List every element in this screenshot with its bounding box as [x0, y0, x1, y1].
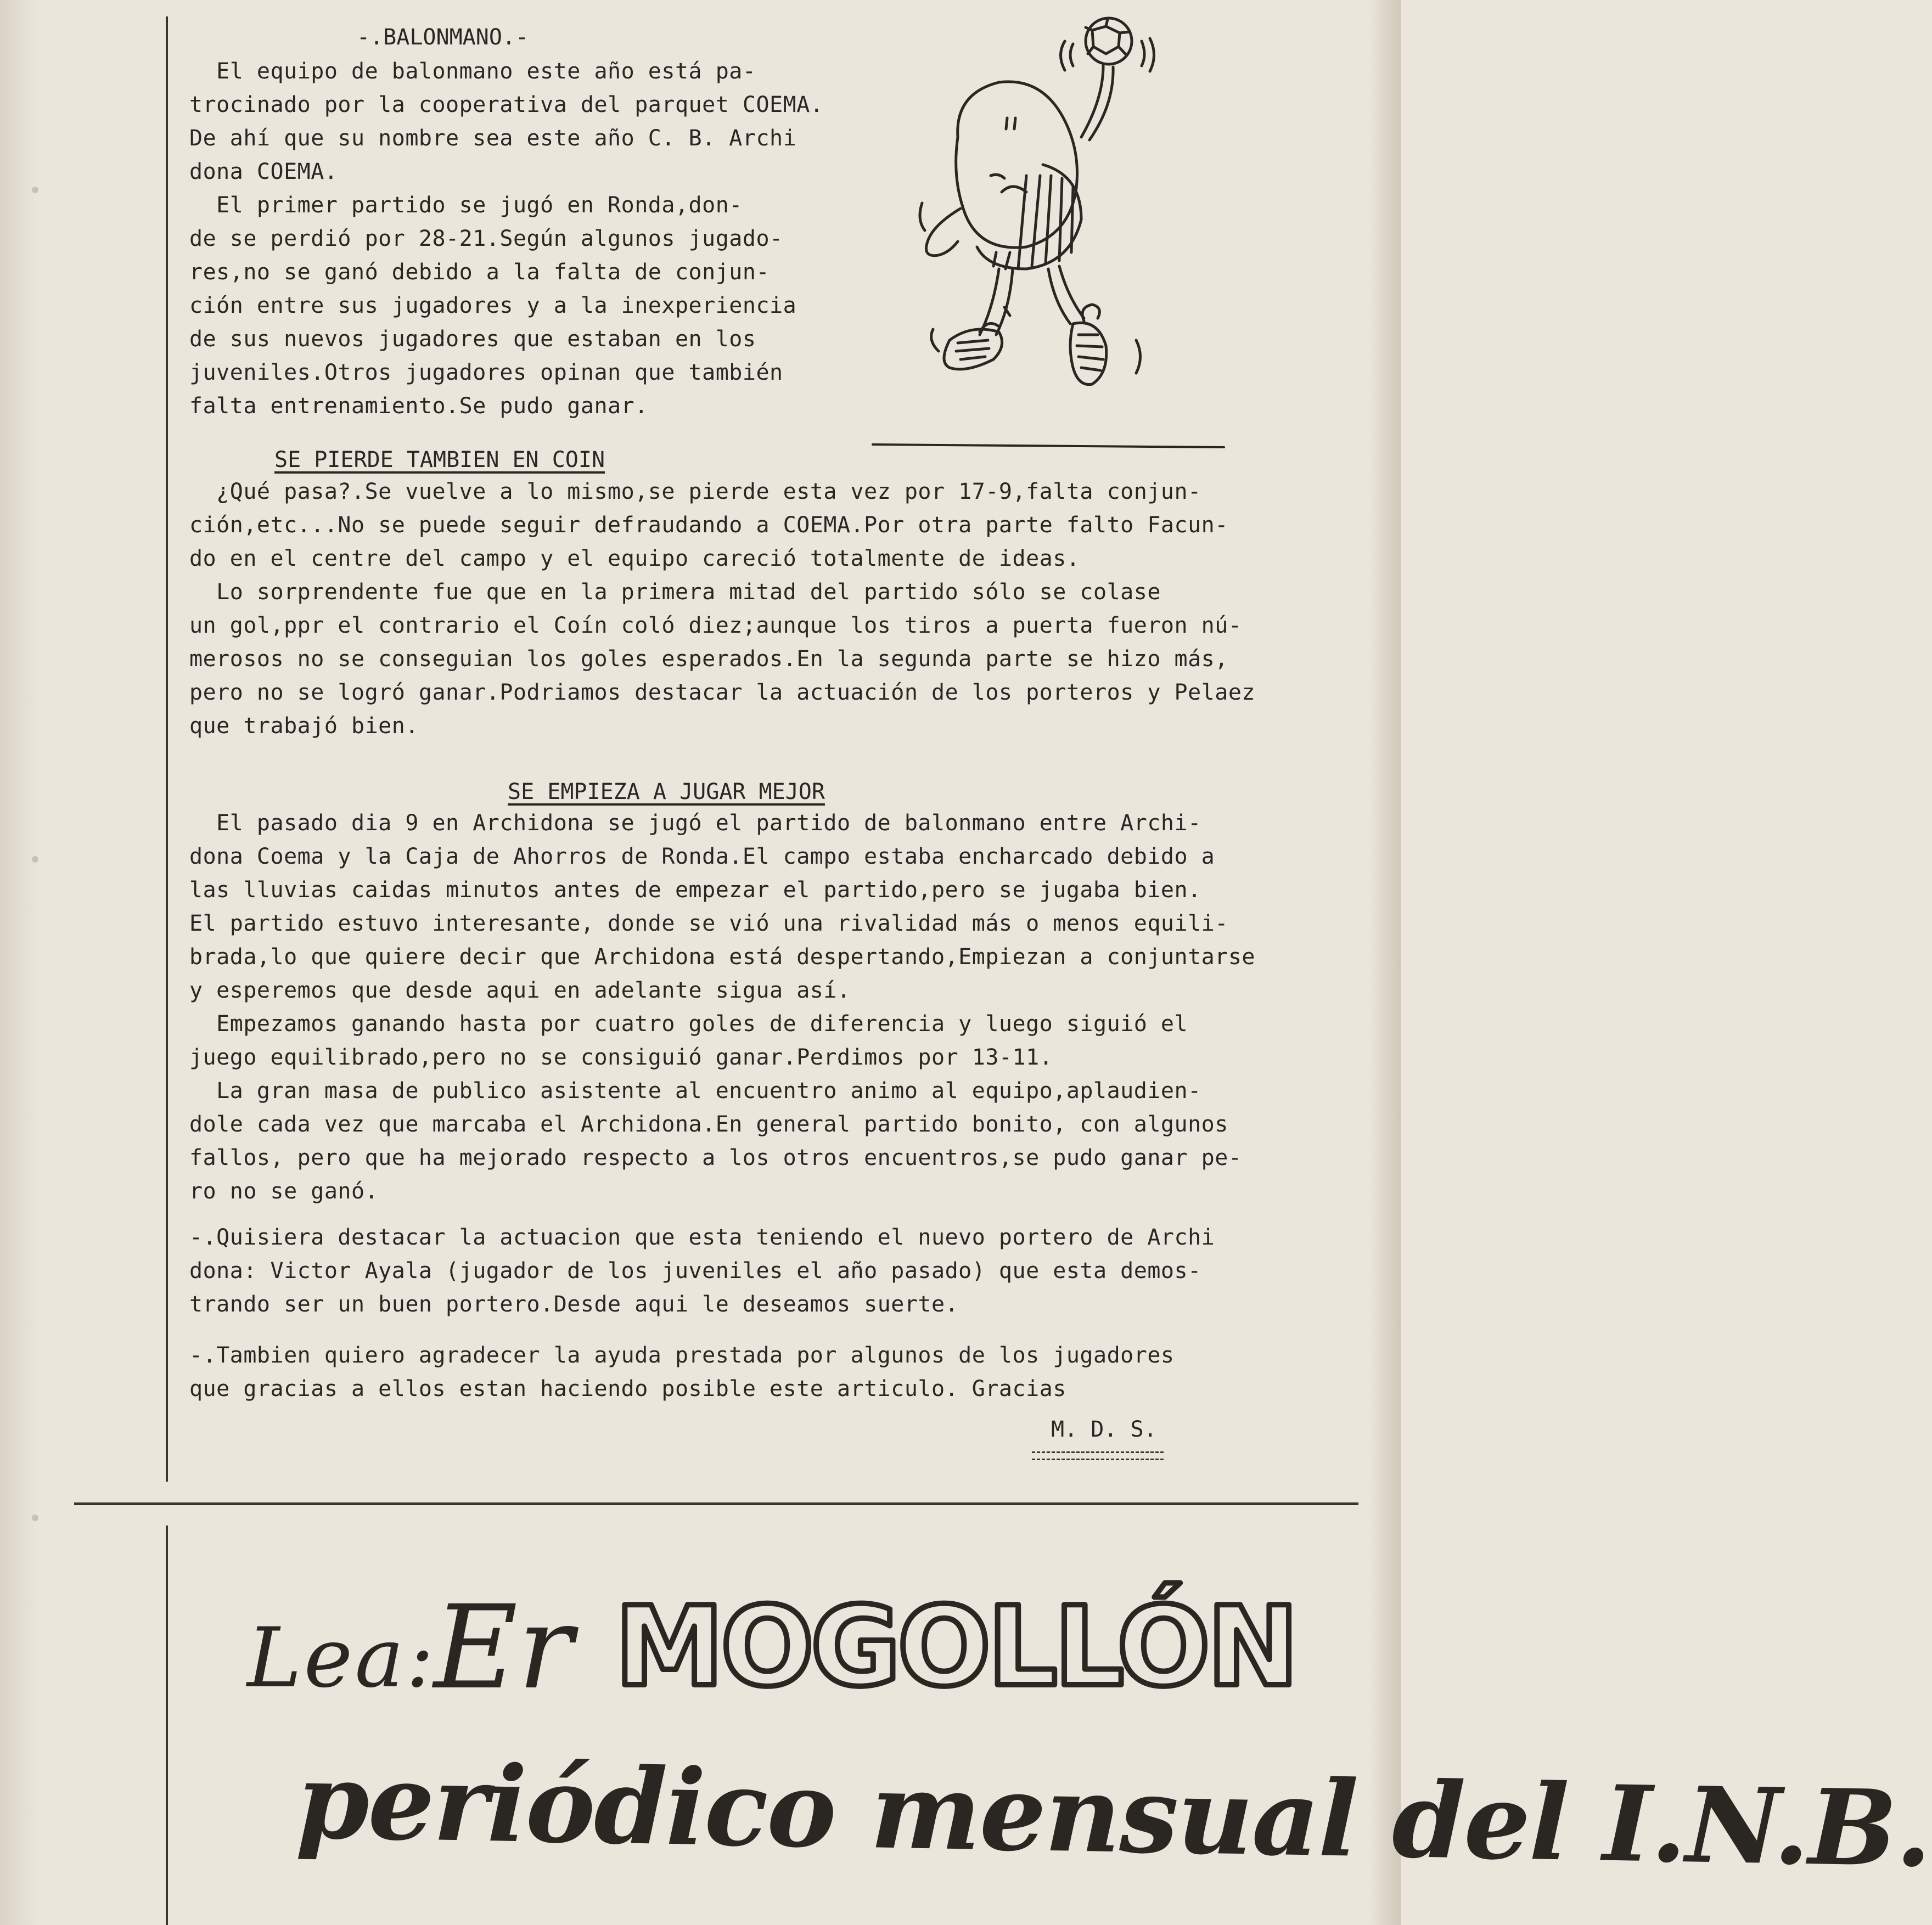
text-line: dona Coema y la Caja de Ahorros de Ronda.El campo estaba encharcado debido a — [189, 844, 1215, 869]
text-line: res,no se ganó debido a la falta de conjun- — [189, 260, 770, 285]
advert-lea: Lea: — [247, 1611, 436, 1706]
text-line: de se perdió por 28-21.Según algunos jugado- — [189, 226, 783, 251]
text-line: El equipo de balonmano este año está pa- — [189, 59, 756, 84]
text-line: ción,etc...No se puede seguir defraudando a COEMA.Por otra parte falto Facun- — [189, 513, 1228, 538]
text-line: juego equilibrado,pero no se consiguió ganar.Perdimos por 13-11. — [189, 1045, 1053, 1070]
text-line: brada,lo que quiere decir que Archidona está despertando,Empiezan a conjuntarse — [189, 944, 1255, 970]
signature-underline — [1032, 1451, 1164, 1460]
page-right-edge — [1368, 0, 1401, 1925]
text-line: De ahí que su nombre sea este año C. B. Archi — [189, 126, 797, 151]
binder-hole — [32, 856, 38, 863]
text-line: las lluvias caidas minutos antes de empezar el partido,pero se jugaba bien. — [189, 877, 1201, 903]
text-line: dona: Victor Ayala (jugador de los juveniles el año pasado) que esta demos- — [189, 1258, 1201, 1284]
advert-tagline: periódico mensual del I.N.B. — [295, 1740, 1932, 1890]
author-signature: M. D. S. — [1051, 1417, 1157, 1442]
text-line: trando ser un buen portero.Desde aqui le deseamos suerte. — [189, 1292, 959, 1317]
text-line: que trabajó bien. — [189, 713, 419, 739]
text-line: -.Tambien quiero agradecer la ayuda prestada por algunos de los jugadores — [189, 1343, 1175, 1368]
article-title: -.BALONMANO.- — [357, 25, 529, 50]
text-line: -.Quisiera destacar la actuacion que esta teniendo el nuevo portero de Archi — [189, 1225, 1215, 1250]
text-line: juveniles.Otros jugadores opinan que también — [189, 360, 783, 385]
text-line: ¿Qué pasa?.Se vuelve a lo mismo,se pierde esta vez por 17-9,falta conjun- — [189, 479, 1201, 504]
text-line: de sus nuevos jugadores que estaban en los — [189, 327, 756, 352]
binder-hole — [32, 1515, 38, 1521]
margin-rule — [166, 16, 168, 1482]
section-heading-coin: SE PIERDE TAMBIEN EN COIN — [274, 447, 605, 472]
advert-er: Er — [434, 1580, 573, 1715]
text-line: un gol,ppr el contrario el Coín coló diez;aunque los tiros a puerta fueron nú- — [189, 613, 1242, 638]
text-line: La gran masa de publico asistente al encuentro animo al equipo,aplaudien- — [189, 1078, 1201, 1104]
text-line: ción entre sus jugadores y a la inexperiencia — [189, 293, 797, 318]
text-line: Lo sorprendente fue que en la primera mitad del partido sólo se colase — [189, 579, 1161, 605]
text-line: falta entrenamiento.Se pudo ganar. — [189, 393, 648, 419]
logo-text: MOGOLLÓN — [615, 1583, 1296, 1711]
text-line: ro no se ganó. — [189, 1179, 379, 1204]
margin-rule-advert — [166, 1526, 168, 1925]
text-line: merosos no se conseguian los goles esperados.En la segunda parte se hizo más, — [189, 646, 1228, 672]
text-line: El primer partido se jugó en Ronda,don- — [189, 193, 743, 218]
section-divider — [74, 1502, 1358, 1505]
text-line: pero no se logró ganar.Podriamos destacar la actuación de los porteros y Pelaez — [189, 680, 1255, 705]
text-line: dona COEMA. — [189, 159, 338, 184]
text-line: Empezamos ganando hasta por cuatro goles de diferencia y luego siguió el — [189, 1011, 1188, 1037]
page-left-edge — [0, 0, 38, 1925]
section-heading-mejor: SE EMPIEZA A JUGAR MEJOR — [508, 779, 825, 804]
text-line: y esperemos que desde aqui en adelante sigua así. — [189, 978, 851, 1003]
handball-player-cartoon — [862, 11, 1235, 450]
binder-hole — [32, 187, 38, 193]
text-line: fallos, pero que ha mejorado respecto a los otros encuentros,se pudo ganar pe- — [189, 1145, 1242, 1170]
mogollon-logo — [604, 1575, 1296, 1712]
text-line: que gracias a ellos estan haciendo posible este articulo. Gracias — [189, 1376, 1066, 1401]
text-line: do en el centre del campo y el equipo careció totalmente de ideas. — [189, 546, 1080, 571]
text-line: El pasado dia 9 en Archidona se jugó el partido de balonmano entre Archi- — [189, 810, 1201, 836]
text-line: trocinado por la cooperativa del parquet COEMA. — [189, 92, 824, 117]
text-line: dole cada vez que marcaba el Archidona.En general partido bonito, con algunos — [189, 1112, 1228, 1137]
text-line: El partido estuvo interesante, donde se vió una rivalidad más o menos equili- — [189, 911, 1228, 936]
